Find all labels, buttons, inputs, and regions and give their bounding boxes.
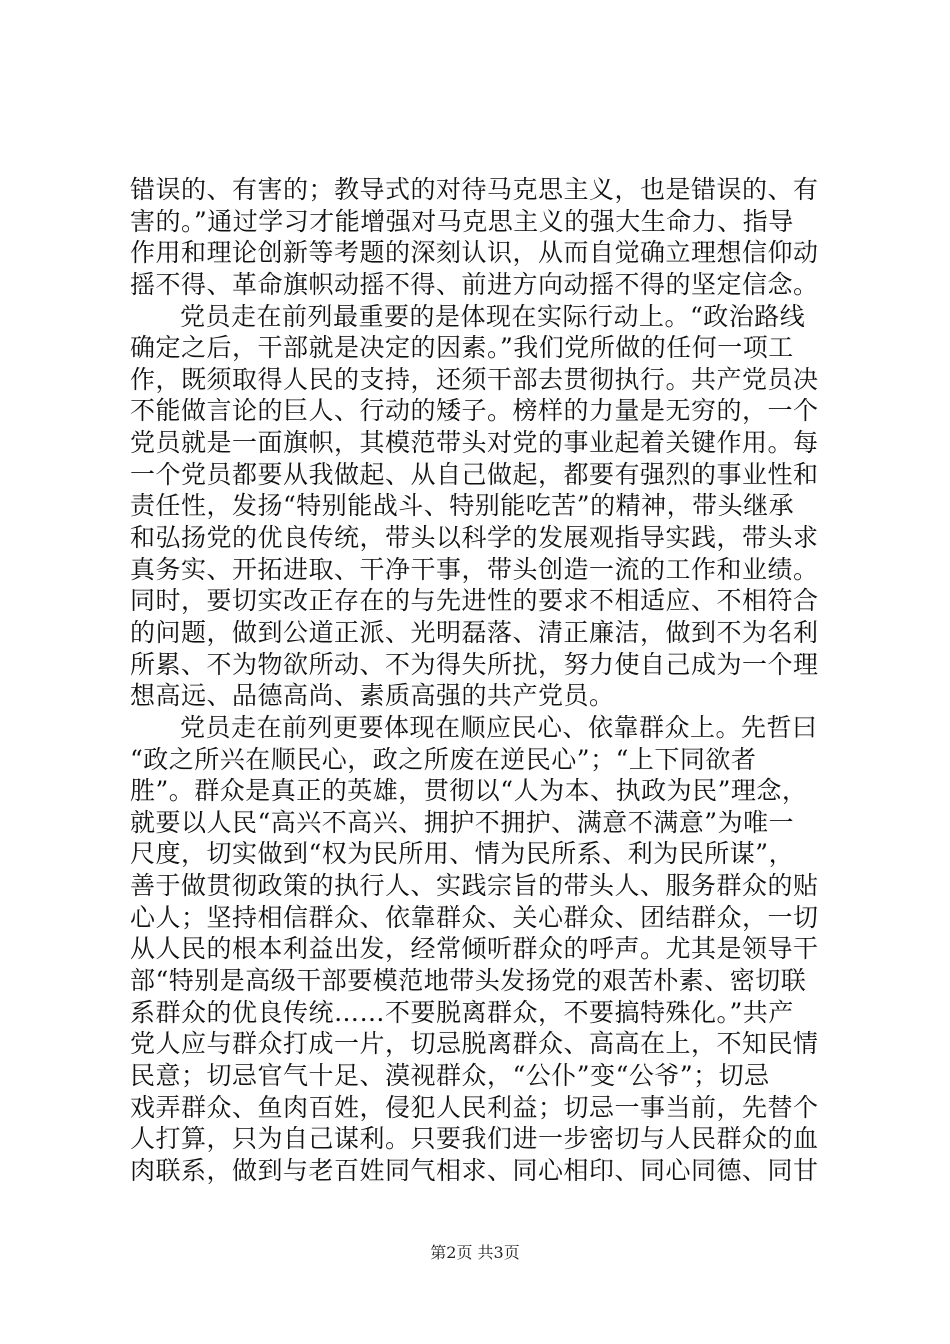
text-line: 作用和理论创新等考题的深刻认识，从而自觉确立理想信仰动 <box>130 238 819 268</box>
text-line: 错误的、有害的；教导式的对待马克思主义，也是错误的、有 <box>130 175 819 204</box>
page-number-footer: 第2页 共3页 <box>430 1243 520 1262</box>
text-line: 戏弄群众、鱼肉百姓，侵犯人民利益；切忌一事当前，先替个 <box>130 1092 819 1122</box>
text-line: 胜”。群众是真正的英雄，贯彻以“人为本、执政为民”理念， <box>130 776 808 806</box>
text-line: 党人应与群众打成一片，切忌脱离群众、高高在上，不知民情 <box>130 1029 819 1059</box>
text-line: 摇不得、革命旗帜动摇不得、前进方向动摇不得的坚定信念。 <box>130 269 819 299</box>
text-line: 系群众的优良传统……不要脱离群众，不要搞特殊化。”共产 <box>130 997 794 1027</box>
text-line: 民意；切忌官气十足、漠视群众，“公仆”变“公爷”；切忌 <box>130 1060 770 1090</box>
text-line: 就要以人民“高兴不高兴、拥护不拥护、满意不满意”为唯一 <box>130 807 795 837</box>
text-line: 的问题，做到公道正派、光明磊落、清正廉洁，做到不为名利 <box>130 617 819 647</box>
text-line: 所累、不为物欲所动、不为得失所扰，努力使自己成为一个理 <box>130 649 819 679</box>
text-line: 想高远、品德高尚、素质高强的共产党员。 <box>130 681 615 711</box>
text-line: 肉联系，做到与老百姓同气相求、同心相印、同心同德、同甘 <box>130 1155 819 1185</box>
text-line: 不能做言论的巨人、行动的矮子。榜样的力量是无穷的，一个 <box>130 396 819 426</box>
document-body <box>130 174 840 1187</box>
text-line: 部“特别是高级干部要模范地带头发扬党的艰苦朴素、密切联 <box>130 966 807 996</box>
text-line: 党员就是一面旗帜，其模范带头对党的事业起着关键作用。每 <box>130 428 819 458</box>
text-line: 一个党员都要从我做起、从自己做起，都要有强烈的事业性和 <box>130 459 819 489</box>
text-line: 心人；坚持相信群众、依靠群众、关心群众、团结群众，一切 <box>130 902 819 932</box>
paragraph-first-line: 党员走在前列更要体现在顺应民心、依靠群众上。先哲曰 <box>180 712 818 742</box>
text-line: 人打算，只为自己谋利。只要我们进一步密切与人民群众的血 <box>130 1124 819 1154</box>
text-line: “政之所兴在顺民心，政之所废在逆民心”；“上下同欲者 <box>130 744 757 774</box>
text-line: 和弘扬党的优良传统，带头以科学的发展观指导实践，带头求 <box>130 523 819 553</box>
text-line: 确定之后，干部就是决定的因素。”我们党所做的任何一项工 <box>130 333 794 363</box>
text-line: 作，既须取得人民的支持，还须干部去贯彻执行。共产党员决 <box>130 364 819 394</box>
text-line: 真务实、开拓进取、干净干事，带头创造一流的工作和业绩。 <box>130 554 819 584</box>
text-line: 责任性，发扬“特别能战斗、特别能吃苦”的精神，带头继承 <box>130 491 795 521</box>
text-line: 善于做贯彻政策的执行人、实践宗旨的带头人、服务群众的贴 <box>130 871 819 901</box>
text-line: 从人民的根本利益出发，经常倾听群众的呼声。尤其是领导干 <box>130 934 819 964</box>
text-line: 同时，要切实改正存在的与先进性的要求不相适应、不相符合 <box>130 586 819 616</box>
text-line: 害的。”通过学习才能增强对马克思主义的强大生命力、指导 <box>130 206 794 236</box>
text-line: 尺度，切实做到“权为民所用、情为民所系、利为民所谋”， <box>130 839 795 869</box>
paragraph-first-line: 党员走在前列最重要的是体现在实际行动上。“政治路线 <box>180 301 806 331</box>
